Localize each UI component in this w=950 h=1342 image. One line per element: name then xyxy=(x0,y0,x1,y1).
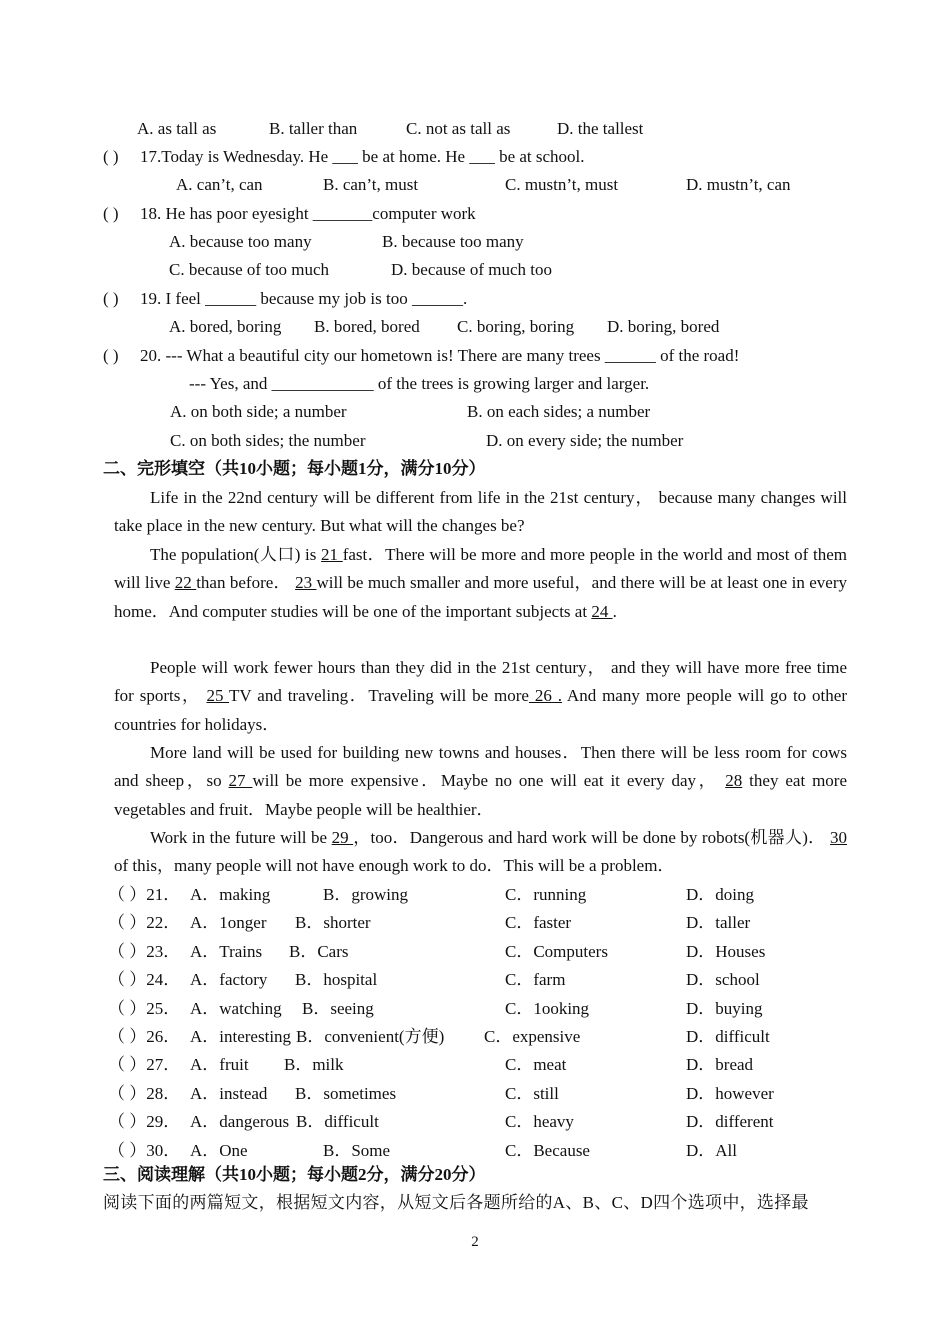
text: TV and traveling．Traveling will be more xyxy=(229,686,529,706)
text: will be much smaller and more useful，and there will be at least one in every home．And computer studies will be one of the important subjects at xyxy=(114,573,847,621)
option-b: B．growing xyxy=(323,885,408,904)
option-b: B．hospital xyxy=(295,970,378,990)
text: will be more expensive．Maybe no one will eat it every day， xyxy=(252,771,726,791)
q16-option-a: A. as tall as xyxy=(137,119,217,138)
passage-paragraph-5 xyxy=(114,824,847,881)
blank-29: 29 xyxy=(331,828,354,847)
option-c: C．still xyxy=(505,1083,559,1103)
question-number: （ ）24． xyxy=(108,970,181,990)
option-b: B．Cars xyxy=(289,941,349,961)
option: A. on both side; a number xyxy=(170,402,347,421)
passage-paragraph-3 xyxy=(114,654,847,739)
option-c: C．running xyxy=(505,885,587,904)
option-b: B．Some xyxy=(323,1140,391,1160)
option-b: B．shorter xyxy=(295,913,371,933)
option-c: C．Because xyxy=(505,1140,590,1160)
option-d: D．difficult xyxy=(686,1027,770,1046)
question-number: （ ）28． xyxy=(108,1083,181,1103)
option-a: A．instead xyxy=(190,1083,268,1103)
passage-paragraph-2 xyxy=(114,541,847,626)
text: than before． xyxy=(196,573,296,593)
text: And many more people will go to other countries for holidays． xyxy=(114,686,847,734)
option-b: B．seeing xyxy=(302,998,374,1018)
option: C. boring, boring xyxy=(457,317,575,336)
blank-30: 30 xyxy=(830,828,848,847)
passage-paragraph-4 xyxy=(114,739,847,824)
question-number: （ ）23． xyxy=(108,941,181,961)
option-b: B．sometimes xyxy=(295,1083,397,1103)
answer-paren: ( ) xyxy=(103,204,119,223)
option: B. can’t, must xyxy=(323,175,419,194)
question-number: （ ）29． xyxy=(108,1112,181,1132)
option: C. on both sides; the number xyxy=(170,431,366,450)
text: More land will be used for building new towns and houses．Then there will be less room for cows and sheep，so xyxy=(114,743,847,791)
option: D. mustn’t, can xyxy=(686,175,791,194)
option: D. boring, bored xyxy=(607,317,720,336)
passage-paragraph-1: Life in the 22nd century will be different from life in the 21st century， because many changes will take place in the new century. But what will the changes be? xyxy=(114,488,847,536)
text: Work in the future will be xyxy=(150,828,332,847)
blank-24: 24 xyxy=(591,601,613,621)
blank-28: 28 xyxy=(725,771,743,791)
text: . xyxy=(612,601,617,621)
question-number: （ ）21． xyxy=(108,885,181,904)
blank-22: 22 xyxy=(174,573,197,593)
option: D. on every side; the number xyxy=(486,431,684,450)
option-d: D．however xyxy=(686,1083,774,1103)
option-b: B．difficult xyxy=(296,1112,379,1132)
option: C. mustn’t, must xyxy=(505,175,619,194)
blank-23: 23 xyxy=(295,573,317,593)
option: C. because of too much xyxy=(169,260,330,279)
question-number: （ ）27． xyxy=(108,1055,181,1075)
text: of this，many people will not have enough work to do．This will be a problem． xyxy=(114,856,675,876)
option-a: A．watching xyxy=(190,998,282,1018)
option-c: C．faster xyxy=(505,913,572,933)
question-stem: 19. I feel ______ because my job is too ______. xyxy=(140,289,468,308)
question-number: （ ）30． xyxy=(108,1140,181,1160)
section-2-title: 二、完形填空（共10小题；每小题1分，满分10分） xyxy=(103,459,486,478)
blank-26: 26 . xyxy=(528,686,562,706)
option-c: C．Computers xyxy=(505,941,608,961)
page-number: 2 xyxy=(471,1234,479,1250)
option: A. can’t, can xyxy=(176,175,263,194)
question-number: （ ）25． xyxy=(108,998,181,1018)
option-d: D．different xyxy=(686,1112,774,1132)
text: fast．There will be more and more people in the world and most of them will live xyxy=(114,545,847,593)
question-stem: 20. --- What a beautiful city our hometown is! There are many trees ______ of the road! xyxy=(140,346,740,365)
option: B. on each sides; a number xyxy=(467,402,651,421)
option-a: A．dangerous xyxy=(190,1112,290,1132)
text: The population(人口) is xyxy=(150,545,322,564)
option: A. because too many xyxy=(169,232,312,251)
option-b: B．convenient(方便) xyxy=(296,1027,445,1046)
answer-paren: ( ) xyxy=(103,346,119,365)
question-number: （ ）26． xyxy=(108,1027,181,1046)
option-d: D．buying xyxy=(686,998,763,1018)
option-a: A．factory xyxy=(190,970,268,990)
option: A. bored, boring xyxy=(169,317,282,336)
option: B. bored, bored xyxy=(314,317,420,336)
question-stem: 17.Today is Wednesday. He ___ be at home. He ___ be at school. xyxy=(140,147,585,166)
option: B. because too many xyxy=(382,232,524,251)
blank-21: 21 xyxy=(321,545,343,564)
section-3-title: 三、阅读理解（共10小题；每小题2分，满分20分） xyxy=(103,1165,486,1184)
option: D. because of much too xyxy=(391,260,552,279)
option-a: A．1onger xyxy=(190,913,267,933)
option-c: C．heavy xyxy=(505,1112,574,1132)
option-c: C．meat xyxy=(505,1055,567,1075)
option-c: C．1ooking xyxy=(505,998,590,1018)
option-c: C．expensive xyxy=(484,1027,581,1046)
text: they eat more vegetables and fruit．Maybe people will be healthier． xyxy=(114,771,848,819)
answer-paren: ( ) xyxy=(103,147,119,166)
option-d: D．All xyxy=(686,1140,737,1160)
option-a: A．making xyxy=(190,885,271,904)
option-a: A．interesting xyxy=(190,1027,292,1046)
option-b: B．milk xyxy=(284,1055,344,1075)
option-a: A．One xyxy=(190,1140,248,1160)
question-stem: 18. He has poor eyesight _______computer work xyxy=(140,204,476,223)
blank-27: 27 xyxy=(228,771,253,791)
q16-option-d: D. the tallest xyxy=(557,119,644,138)
answer-paren: ( ) xyxy=(103,289,119,308)
text: People will work fewer hours than they did in the 21st century， and they will have more free time for sports， xyxy=(114,658,847,706)
blank-25: 25 xyxy=(206,686,230,706)
option-d: D．school xyxy=(686,970,760,990)
option-a: A．fruit xyxy=(190,1055,249,1075)
option-d: D．bread xyxy=(686,1055,754,1075)
option-c: C．farm xyxy=(505,970,566,990)
q16-option-c: C. not as tall as xyxy=(406,119,511,138)
option-d: D．doing xyxy=(686,885,754,904)
section-3-instructions: 阅读下面的两篇短文，根据短文内容，从短文后各题所给的A、B、C、D四个选项中，选择最 xyxy=(103,1193,809,1212)
option-a: A．Trains xyxy=(190,941,263,961)
text: ，too．Dangerous and hard work will be done by robots(机器人)． xyxy=(353,828,831,847)
question-number: （ ）22． xyxy=(108,913,181,933)
option-d: D．Houses xyxy=(686,941,766,961)
question-stem-2: --- Yes, and ____________ of the trees is growing larger and larger. xyxy=(189,374,650,393)
option-d: D．taller xyxy=(686,913,751,933)
q16-option-b: B. taller than xyxy=(269,119,358,138)
